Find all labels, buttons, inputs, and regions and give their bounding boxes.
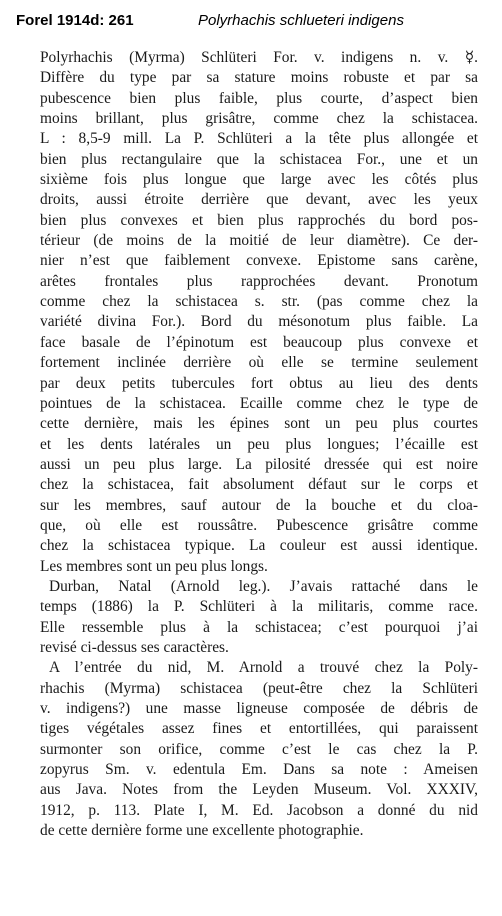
paragraph	[40, 577, 478, 658]
text-line: droits, aussi étroite derrière que devant, avec les yeux	[40, 191, 478, 209]
text-line: Durban, Natal (Arnold leg.). J’avais rattaché dans le	[49, 577, 478, 595]
text-line: térieur (de moins de la moitié de leur diamètre). Ce der-	[40, 232, 478, 250]
text-line: bien plus rectangulaire que la schistacea For., une et un	[40, 150, 478, 168]
text-line: nier n’est que faiblement convexe. Epistome sans carène,	[40, 252, 478, 270]
body-text	[40, 48, 478, 841]
paragraph	[40, 658, 478, 841]
text-line: Polyrhachis (Myrma) Schlüteri For. v. indigens n. v. ☿.	[40, 49, 478, 66]
text-line: A l’entrée du nid, M. Arnold a trouvé chez la Poly-	[49, 659, 478, 677]
text-line: moins brillant, plus grisâtre, comme chez la schistacea.	[40, 110, 478, 128]
text-line: que, où elle est roussâtre. Pubescence grisâtre comme	[40, 516, 478, 534]
taxon-name: Polyrhachis schlueteri indigens	[198, 12, 404, 29]
text-line: fortement inclinée derrière où elle se termine seulement	[40, 354, 478, 372]
citation-label: Forel 1914d: 261	[16, 12, 134, 29]
text-line: pointues de la schistacea. Ecaille comme chez le type de	[40, 394, 478, 412]
text-line: revisé ci-dessus ses caractères.	[40, 638, 229, 656]
text-line: surmonter son orifice, comme c’est le cas chez la P.	[40, 740, 478, 758]
text-line: sur les membres, sauf autour de la bouche et du cloa-	[40, 496, 478, 514]
text-line: arêtes frontales plus rapprochées devant. Pronotum	[40, 272, 478, 290]
text-line: chez la schistacea typique. La couleur est aussi identique.	[40, 537, 478, 555]
text-line: Diffère du type par sa stature moins robuste et par sa	[40, 69, 478, 87]
text-line: aussi un peu plus large. La pilosité dressée qui est noire	[40, 455, 478, 473]
text-line: L : 8,5-9 mill. La P. Schlüteri a la tête plus allongée et	[40, 130, 478, 148]
text-line: temps (1886) la P. Schlüteri à la militaris, comme race.	[40, 598, 478, 616]
text-line: v. indigens?) une masse ligneuse composée de débris de	[40, 700, 478, 717]
text-line: tiges végétales assez fines et entortillées, qui paraissent	[40, 720, 478, 738]
text-line: Les membres sont un peu plus longs.	[40, 557, 268, 575]
text-line: variété divina For.). Bord du mésonotum plus faible. La	[40, 313, 478, 331]
text-line: de cette dernière forme une excellente photographie.	[40, 822, 364, 840]
text-line: sixième fois plus longue que large avec les côtés plus	[40, 171, 478, 189]
text-line: aus Java. Notes from the Leyden Museum. Vol. XXXIV,	[40, 781, 478, 799]
paragraph	[40, 48, 478, 577]
text-line: bien plus convexes et bien plus rapprochés du bord pos-	[40, 211, 478, 229]
text-line: 1912, p. 113. Plate I, M. Ed. Jacobson a donné du nid	[40, 801, 478, 819]
text-line: et les dents latérales un peu plus longues; l’écaille est	[40, 435, 478, 453]
text-line: pubescence bien plus faible, plus courte, d’aspect bien	[40, 89, 478, 107]
text-line: cette dernière, mais les épines sont un peu plus courtes	[40, 415, 478, 433]
text-line: comme chez la schistacea s. str. (pas comme chez la	[40, 293, 478, 311]
text-line: face basale de l’épinotum est beaucoup plus convexe et	[40, 333, 478, 351]
text-line: zopyrus Sm. v. edentula Em. Dans sa note : Ameisen	[40, 761, 478, 779]
text-line: rhachis (Myrma) schistacea (peut-être chez la Schlüteri	[40, 679, 478, 697]
text-line: par deux petits tubercules fort obtus au lieu des dents	[40, 374, 478, 392]
text-line: chez la schistacea, fait absolument défaut sur le corps et	[40, 476, 478, 494]
page-header	[12, 8, 492, 34]
text-line: Elle ressemble plus à la schistacea; c’est pourquoi j’ai	[40, 618, 478, 636]
